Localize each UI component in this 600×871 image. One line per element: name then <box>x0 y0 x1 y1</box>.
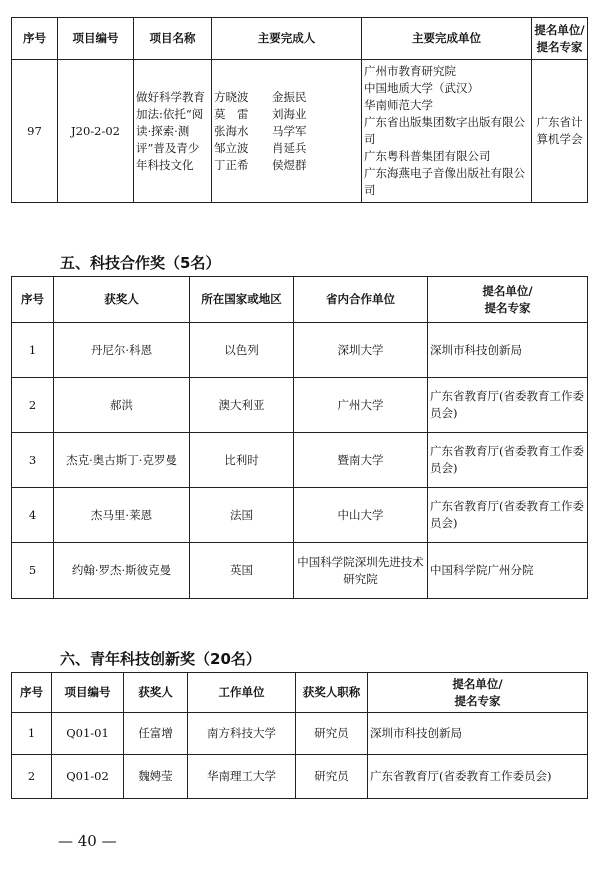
header-line: 提名单位/ <box>482 283 533 298</box>
table-row <box>12 323 588 378</box>
awardee: 杰马里·莱恩 <box>54 488 190 543</box>
person: 马学军 <box>272 123 307 138</box>
unit: 中国地质大学（武汉） <box>364 81 479 95</box>
person: 侯煜群 <box>272 157 307 172</box>
awardee: 任富增 <box>124 713 188 755</box>
country: 英国 <box>190 543 294 599</box>
row-num: 2 <box>12 755 52 799</box>
unit: 广东海燕电子音像出版社有限公司 <box>364 166 525 197</box>
partner: 深圳大学 <box>294 323 428 378</box>
unit: 广州市教育研究院 <box>364 64 456 78</box>
person: 刘海业 <box>272 106 307 121</box>
awardee: 魏娉莹 <box>124 755 188 799</box>
header-line: 提名单位/ <box>452 676 503 691</box>
partner: 中山大学 <box>294 488 428 543</box>
col-header-num: 序号 <box>12 18 58 60</box>
partner: 中国科学院深圳先进技术研究院 <box>294 543 428 599</box>
awardee: 郝洪 <box>54 378 190 433</box>
project-code: J20-2-02 <box>58 60 134 203</box>
person: 方晓波 <box>214 89 249 104</box>
job-title: 研究员 <box>296 755 368 799</box>
job-title: 研究员 <box>296 713 368 755</box>
nominator: 广东省教育厅(省委教育工作委员会) <box>428 378 588 433</box>
main-people <box>212 60 362 203</box>
work-unit: 南方科技大学 <box>188 713 296 755</box>
country: 法国 <box>190 488 294 543</box>
col-header-country: 所在国家或地区 <box>190 277 294 323</box>
awardee: 约翰·罗杰·斯彼克曼 <box>54 543 190 599</box>
row-num: 97 <box>12 60 58 203</box>
awardee: 丹尼尔·科恩 <box>54 323 190 378</box>
table-row <box>12 488 588 543</box>
table-row <box>12 378 588 433</box>
header-line: 提名专家 <box>536 39 583 54</box>
nominator: 中国科学院广州分院 <box>428 543 588 599</box>
unit: 广东粤科普集团有限公司 <box>364 149 491 163</box>
person: 莫 雷 <box>214 106 249 121</box>
cooperation-award-table <box>11 276 588 599</box>
col-header-num: 序号 <box>12 673 52 713</box>
country: 澳大利亚 <box>190 378 294 433</box>
col-header-nominator <box>428 277 588 323</box>
partner: 暨南大学 <box>294 433 428 488</box>
work-unit: 华南理工大学 <box>188 755 296 799</box>
row-num: 5 <box>12 543 54 599</box>
project-code: Q01-01 <box>52 713 124 755</box>
col-header-code: 项目编号 <box>58 18 134 60</box>
main-units <box>362 60 532 203</box>
col-header-people: 主要完成人 <box>212 18 362 60</box>
person: 肖延兵 <box>272 140 307 155</box>
project-name: 做好科学教育加法:依托“阅读·探索·测评”普及青少年科技文化 <box>134 60 212 203</box>
nominator: 广东省教育厅(省委教育工作委员会) <box>368 755 588 799</box>
youth-award-table <box>11 672 588 799</box>
table-row <box>12 60 588 203</box>
col-header-awardee: 获奖人 <box>124 673 188 713</box>
header-line: 提名单位/ <box>534 22 585 37</box>
section6-title: 六、青年科技创新奖（20名） <box>60 650 261 668</box>
header-line: 提名专家 <box>454 693 501 708</box>
col-header-code: 项目编号 <box>52 673 124 713</box>
nominator: 广东省计算机学会 <box>532 60 588 203</box>
nominator: 广东省教育厅(省委教育工作委员会) <box>428 433 588 488</box>
nominator: 深圳市科技创新局 <box>428 323 588 378</box>
country: 比利时 <box>190 433 294 488</box>
awardee: 杰克·奥古斯丁·克罗曼 <box>54 433 190 488</box>
nominator: 深圳市科技创新局 <box>368 713 588 755</box>
col-header-unit: 工作单位 <box>188 673 296 713</box>
col-header-nominator <box>532 18 588 60</box>
table-row <box>12 433 588 488</box>
row-num: 4 <box>12 488 54 543</box>
country: 以色列 <box>190 323 294 378</box>
row-num: 3 <box>12 433 54 488</box>
col-header-num: 序号 <box>12 277 54 323</box>
person: 邹立波 <box>214 140 249 155</box>
project-code: Q01-02 <box>52 755 124 799</box>
table-row <box>12 755 588 799</box>
col-header-title: 获奖人职称 <box>296 673 368 713</box>
award-table-continued <box>11 17 588 203</box>
header-line: 提名专家 <box>484 300 531 315</box>
col-header-name: 项目名称 <box>134 18 212 60</box>
person: 丁正希 <box>214 157 249 172</box>
col-header-partner: 省内合作单位 <box>294 277 428 323</box>
col-header-nominator <box>368 673 588 713</box>
page-number: — 40 — <box>58 832 117 850</box>
person: 金振民 <box>272 89 307 104</box>
table-row <box>12 713 588 755</box>
table-row <box>12 543 588 599</box>
row-num: 2 <box>12 378 54 433</box>
col-header-units: 主要完成单位 <box>362 18 532 60</box>
section5-title: 五、科技合作奖（5名） <box>60 254 221 272</box>
nominator: 广东省教育厅(省委教育工作委员会) <box>428 488 588 543</box>
person: 张海水 <box>214 123 249 138</box>
partner: 广州大学 <box>294 378 428 433</box>
row-num: 1 <box>12 713 52 755</box>
col-header-awardee: 获奖人 <box>54 277 190 323</box>
unit: 广东省出版集团数字出版有限公司 <box>364 115 525 146</box>
unit: 华南师范大学 <box>364 98 433 112</box>
row-num: 1 <box>12 323 54 378</box>
